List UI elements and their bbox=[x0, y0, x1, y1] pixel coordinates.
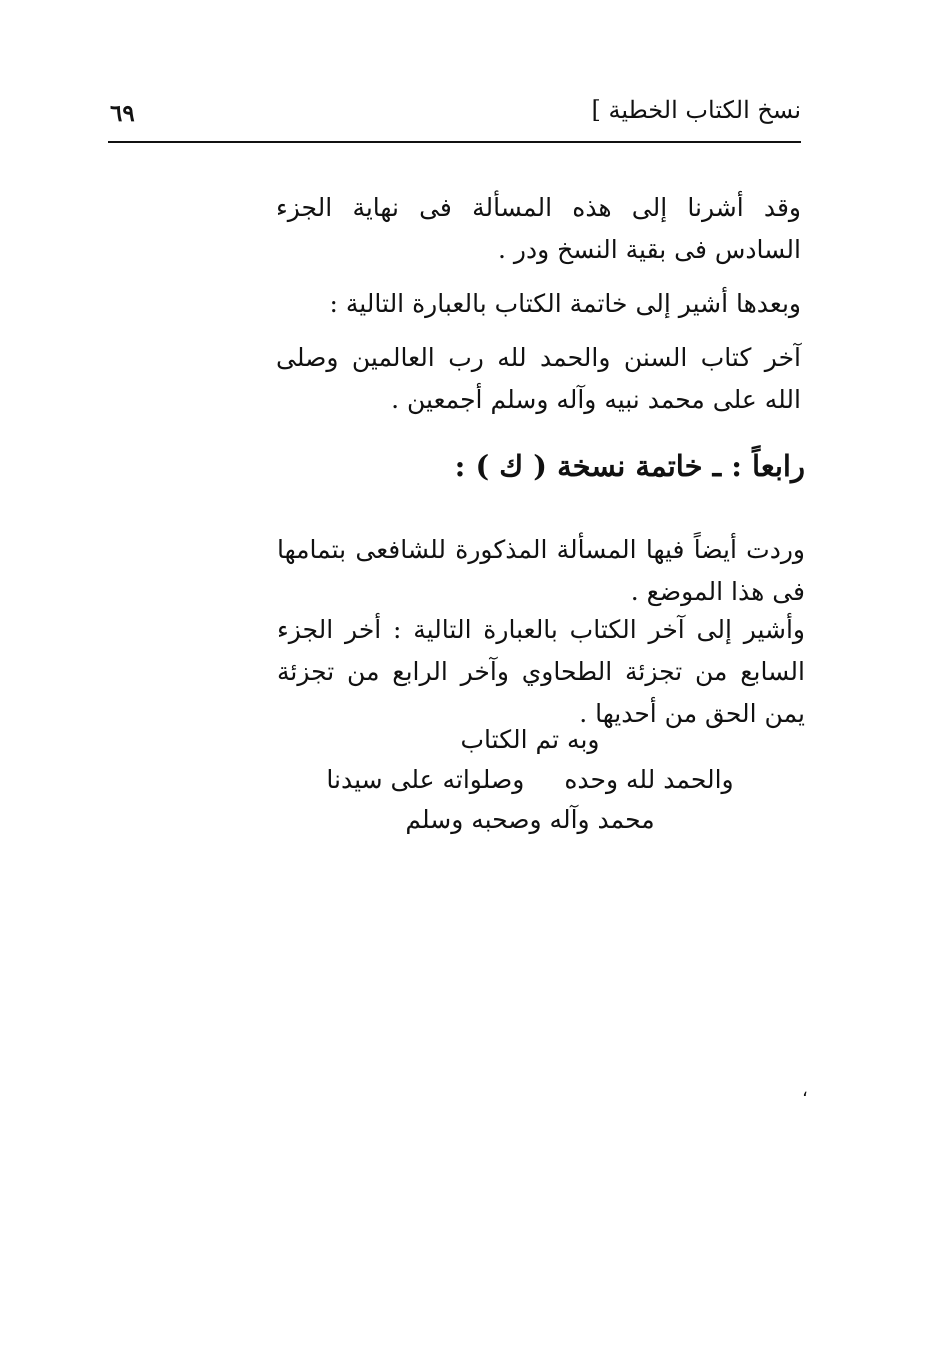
colophon-line-3: محمد وآله وصحبه وسلم bbox=[405, 805, 655, 834]
page-header bbox=[108, 92, 801, 142]
running-title: نسخ الكتاب الخطية ] bbox=[591, 96, 801, 124]
colophon bbox=[300, 720, 760, 840]
stray-mark: ، bbox=[802, 1080, 808, 1101]
colophon-line-2b: وصلواته على سيدنا bbox=[326, 765, 525, 794]
paragraph-1: وقد أشرنا إلى هذه المسألة فى نهاية الجزء السادس فى بقية النسخ ودر . bbox=[276, 193, 801, 264]
colophon-line-2a: والحمد لله وحده bbox=[564, 765, 734, 794]
paragraph-5: وأشير إلى آخر الكتاب بالعبارة التالية : أخر الجزء السابع من تجزئة الطحاوي وآخر الرابع من تجزئة يمن الحق من أحديها . bbox=[277, 615, 805, 728]
colophon-line-1: وبه تم الكتاب bbox=[460, 725, 600, 754]
page-number: ٦٩ bbox=[110, 100, 135, 127]
paragraph-4: وردت أيضاً فيها المسألة المذكورة للشافعى بتمامها فى هذا الموضع . bbox=[277, 535, 805, 606]
header-rule bbox=[108, 141, 801, 143]
paragraph-3: آخر كتاب السنن والحمد لله رب العالمين وصلى الله على محمد نبيه وآله وسلم أجمعين . bbox=[276, 343, 801, 414]
colophon-line-2 bbox=[300, 760, 760, 800]
paragraph-2: وبعدها أشير إلى خاتمة الكتاب بالعبارة التالية : bbox=[329, 289, 801, 318]
section-heading: رابعاً : ـ خاتمة نسخة ( ك ) : bbox=[454, 449, 805, 483]
